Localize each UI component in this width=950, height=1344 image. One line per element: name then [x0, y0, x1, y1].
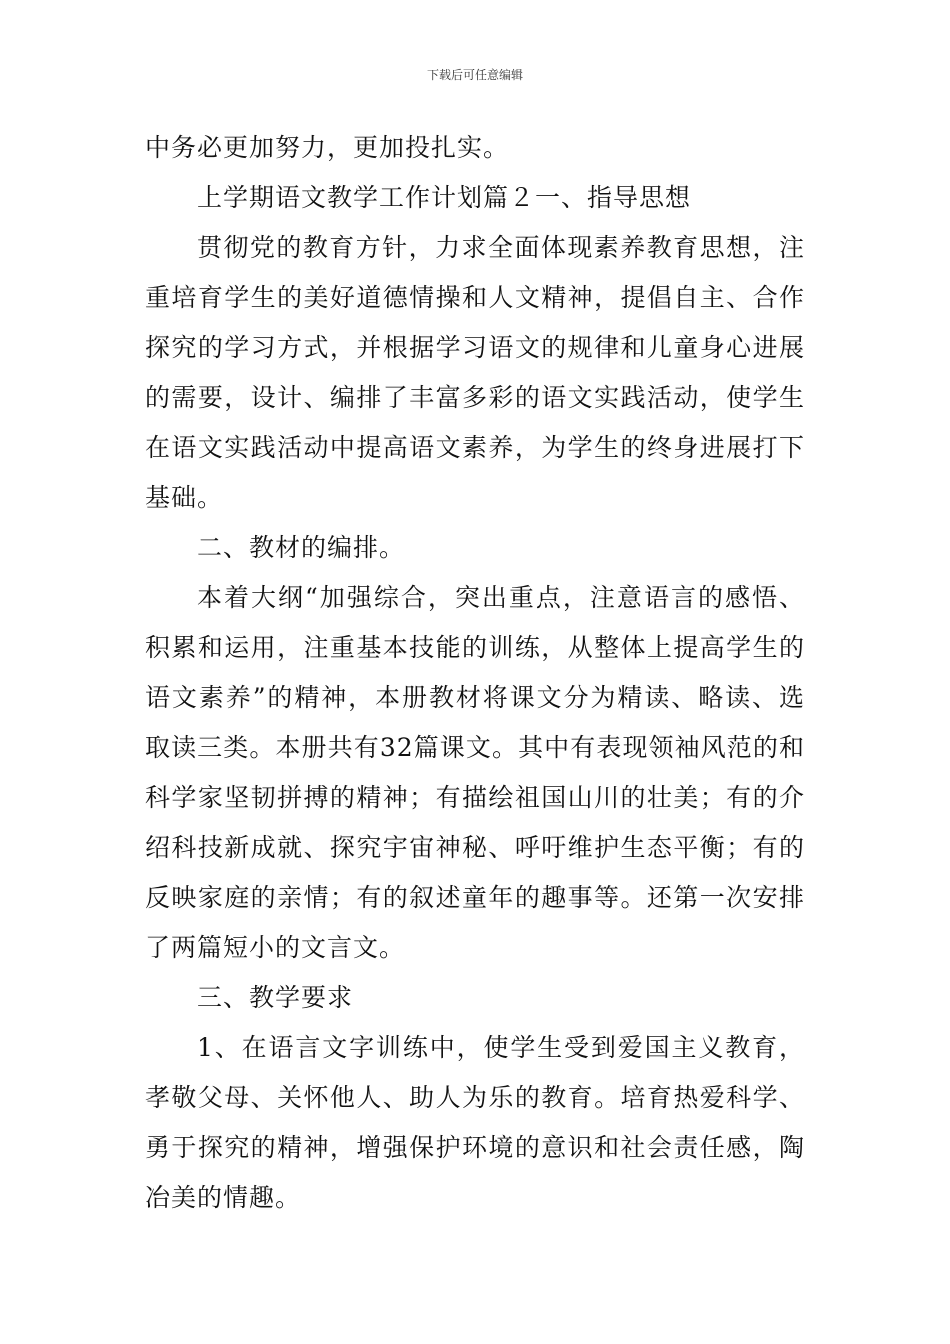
- paragraph-continuation: 中务必更加努力，更加投扎实。: [145, 133, 510, 162]
- paragraph-requirement-1: 1、在语言文字训练中，使学生受到爱国主义教育，孝敬父母、关怀他人、助人为乐的教育。培育热爱科学、勇于探究的精神，增强保护环境的意识和社会责任感，陶冶美的情趣。: [145, 1033, 805, 1212]
- section-heading-requirements: 三、教学要求: [197, 983, 354, 1012]
- section-heading-guiding-ideology: 上学期语文教学工作计划篇２一、指导思想: [197, 183, 692, 212]
- page-header-note: 下载后可任意编辑: [426, 68, 523, 82]
- section-heading-textbook: 二、教材的编排。: [197, 533, 406, 562]
- paragraph-textbook: 本着大纲“加强综合，突出重点，注意语言的感悟、积累和运用，注重基本技能的训练，从整体上提高学生的语文素养”的精神，本册教材将课文分为精读、略读、选取读三类。本册共有32篇课文。其中有表现领袖风范的和科学家坚韧拼搏的精神；有描绘祖国山川的壮美；有的介绍科技新成就、探究宇宙神秘、呼吁维护生态平衡；有的反映家庭的亲情；有的叙述童年的趣事等。还第一次安排了两篇短小的文言文。: [145, 583, 805, 962]
- document-body: [145, 123, 805, 1223]
- paragraph-guiding-ideology: 贯彻党的教育方针，力求全面体现素养教育思想，注重培育学生的美好道德情操和人文精神，提倡自主、合作探究的学习方式，并根据学习语文的规律和儿童身心进展的需要，设计、编排了丰富多彩的语文实践活动，使学生在语文实践活动中提高语文素养，为学生的终身进展打下基础。: [145, 233, 805, 512]
